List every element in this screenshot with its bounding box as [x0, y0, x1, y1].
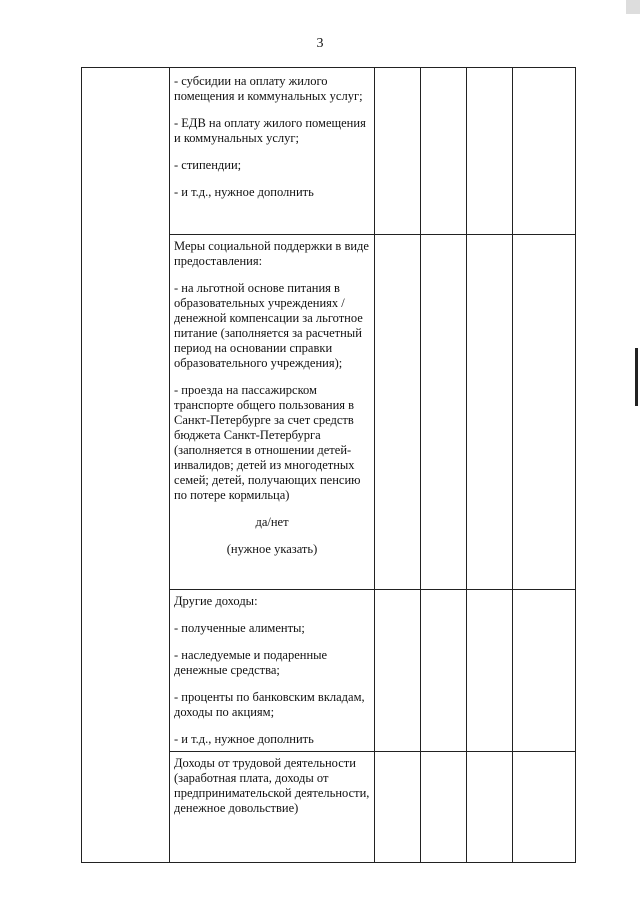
table-cell-value[interactable]	[375, 752, 421, 863]
row-paragraph: - наследуемые и подаренные денежные средства;	[174, 648, 328, 677]
table-cell-value[interactable]	[467, 752, 513, 863]
scan-edge-mark	[635, 348, 638, 406]
table-cell-value[interactable]	[375, 235, 421, 590]
table-cell-value[interactable]	[421, 590, 467, 752]
row-text	[170, 235, 374, 561]
table-cell-description	[170, 752, 375, 863]
row-paragraph: - и т.д., нужное дополнить	[174, 185, 314, 199]
table-cell-value[interactable]	[421, 235, 467, 590]
page-number: 3	[316, 36, 324, 51]
row-paragraph: - проезда на пассажирском транспорте общего пользования в Санкт-Петербурге за счет средств бюджета Санкт-Петербурга (заполняется в отношении детей-инвалидов; детей из многодетных семей; детей, получающих пенсию по потере кормильца)	[174, 383, 361, 502]
table-cell-value[interactable]	[513, 235, 576, 590]
table-cell-value[interactable]	[513, 68, 576, 235]
income-table	[81, 67, 576, 863]
row-paragraph: Другие доходы:	[174, 594, 258, 608]
row-paragraph: - ЕДВ на оплату жилого помещения и коммунальных услуг;	[174, 116, 366, 145]
table-cell-value[interactable]	[467, 68, 513, 235]
row-paragraph: - стипендии;	[174, 158, 242, 172]
row-paragraph: Доходы от трудовой деятельности (заработная плата, доходы от предпринимательской деятельности, денежное довольствие)	[174, 756, 370, 815]
table-cell-description	[170, 68, 375, 235]
table-cell-value[interactable]	[375, 590, 421, 752]
table-cell-value[interactable]	[513, 752, 576, 863]
table-cell-description	[170, 235, 375, 590]
row-text	[170, 590, 374, 751]
table-cell-value[interactable]	[375, 68, 421, 235]
table-row	[82, 752, 576, 863]
row-text	[170, 752, 374, 820]
row-paragraph: - полученные алименты;	[174, 621, 305, 635]
scan-corner-mark	[626, 0, 640, 14]
table-cell-label	[82, 68, 170, 752]
table-cell-value[interactable]	[467, 590, 513, 752]
table-cell-value[interactable]	[421, 68, 467, 235]
row-paragraph: - субсидии на оплату жилого помещения и коммунальных услуг;	[174, 74, 363, 103]
row-paragraph: - и т.д., нужное дополнить	[174, 732, 314, 746]
row-paragraph: (нужное указать)	[226, 542, 318, 556]
row-text	[170, 68, 374, 204]
table-cell-value[interactable]	[513, 590, 576, 752]
table-cell-value[interactable]	[467, 235, 513, 590]
table-cell-label	[82, 752, 170, 863]
row-paragraph: - проценты по банковским вкладам, доходы по акциям;	[174, 690, 365, 719]
table-cell-value[interactable]	[421, 752, 467, 863]
table-cell-description	[170, 590, 375, 752]
row-paragraph: - на льготной основе питания в образовательных учреждениях / денежной компенсации за льготное питание (заполняется за расчетный период на основании справки образовательного учреждения);	[174, 281, 363, 370]
row-paragraph: да/нет	[255, 515, 289, 529]
row-paragraph: Меры социальной поддержки в виде предоставления:	[174, 239, 369, 268]
table-row	[82, 68, 576, 235]
